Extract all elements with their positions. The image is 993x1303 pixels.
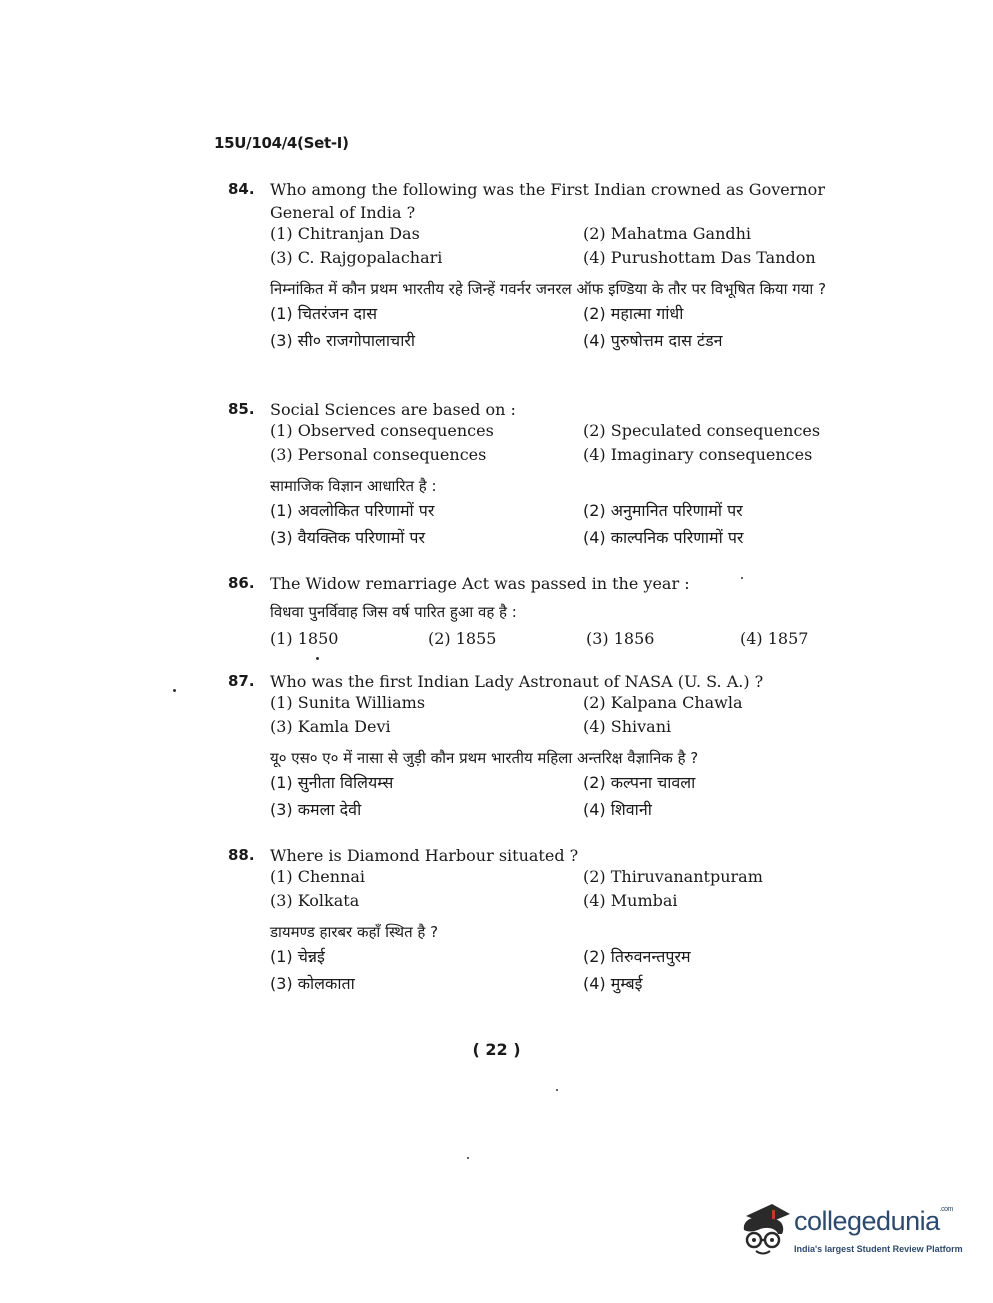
option-en-2: (2) Speculated consequences <box>583 421 821 440</box>
question-text-en: Who was the first Indian Lady Astronaut of NASA (U. S. A.) ? <box>270 672 764 691</box>
option-hi-1: (1) चितरंजन दास <box>270 304 378 323</box>
option-hi-1: (1) अवलोकित परिणामों पर <box>270 501 435 520</box>
question-text-hi: विधवा पुनर्विवाह जिस वर्ष पारित हुआ वह है : <box>270 603 517 621</box>
option-hi-4: (4) मुम्बई <box>583 974 643 993</box>
option-en-3: (3) Personal consequences <box>270 445 487 464</box>
option-en-4: (4) Purushottam Das Tandon <box>583 248 816 267</box>
option-row <box>228 717 888 741</box>
option-row <box>228 693 888 717</box>
question-text-en: Social Sciences are based on : <box>270 400 516 419</box>
option-4: (4) 1857 <box>740 629 809 648</box>
option-row <box>228 771 888 798</box>
question-text-hi: निम्नांकित में कौन प्रथम भारतीय रहे जिन्हें गवर्नर जनरल ऑफ इण्डिया के तौर पर विभूषित किया गया ? <box>270 280 827 298</box>
option-2: (2) 1855 <box>428 629 497 648</box>
brand-name: collegedunia$^{.com}$ <box>794 1206 953 1236</box>
question-text-hi: डायमण्ड हारबर कहाँ स्थित है ? <box>270 923 439 941</box>
option-en-1: (1) Chitranjan Das <box>270 224 420 243</box>
option-en-1: (1) Sunita Williams <box>270 693 426 712</box>
option-en-2: (2) Mahatma Gandhi <box>583 224 752 243</box>
scan-speck <box>741 577 743 579</box>
question-number: 88. <box>228 846 255 864</box>
scan-speck <box>556 1089 558 1091</box>
option-en-1: (1) Chennai <box>270 867 366 886</box>
question-number: 87. <box>228 672 255 690</box>
scan-speck <box>467 1157 469 1159</box>
option-en-3: (3) Kamla Devi <box>270 717 391 736</box>
question-85 <box>228 398 888 553</box>
option-hi-4: (4) काल्पनिक परिणामों पर <box>583 528 744 547</box>
question-87 <box>228 670 888 825</box>
question-text-hi: यू० एस० ए० में नासा से जुड़ी कौन प्रथम भारतीय महिला अन्तरिक्ष वैज्ञानिक है ? <box>270 749 699 767</box>
collegedunia-watermark <box>738 1196 963 1266</box>
option-en-4: (4) Shivani <box>583 717 672 736</box>
option-row <box>228 248 888 272</box>
option-hi-3: (3) कोलकाता <box>270 974 355 993</box>
question-84 <box>228 178 888 356</box>
scan-speck <box>316 657 319 660</box>
question-text-en: Where is Diamond Harbour situated ? <box>270 846 579 865</box>
option-hi-2: (2) अनुमानित परिणामों पर <box>583 501 743 520</box>
option-row <box>228 629 888 653</box>
option-row <box>228 421 888 445</box>
option-en-3: (3) C. Rajgopalachari <box>270 248 443 267</box>
option-hi-3: (3) कमला देवी <box>270 800 362 819</box>
question-text-en: Who among the following was the First Indian crowned as Governor General of India ? <box>270 180 825 222</box>
option-en-4: (4) Imaginary consequences <box>583 445 813 464</box>
option-row <box>228 445 888 469</box>
option-row <box>228 526 888 553</box>
question-number: 84. <box>228 180 255 198</box>
option-row <box>228 972 888 999</box>
option-hi-3: (3) सी० राजगोपालाचारी <box>270 331 416 350</box>
option-row <box>228 302 888 329</box>
question-text-en: The Widow remarriage Act was passed in the year : <box>270 574 690 593</box>
option-row <box>228 867 888 891</box>
option-3: (3) 1856 <box>586 629 655 648</box>
question-number: 85. <box>228 400 255 418</box>
option-hi-1: (1) सुनीता विलियम्स <box>270 773 394 792</box>
option-hi-2: (2) कल्पना चावला <box>583 773 696 792</box>
paper-code: 15U/104/4(Set-I) <box>214 134 349 152</box>
question-88 <box>228 844 888 999</box>
option-hi-4: (4) पुरुषोत्तम दास टंडन <box>583 331 723 350</box>
option-en-4: (4) Mumbai <box>583 891 678 910</box>
question-text-hi: सामाजिक विज्ञान आधारित है : <box>270 477 437 495</box>
option-en-2: (2) Kalpana Chawla <box>583 693 743 712</box>
option-hi-3: (3) वैयक्तिक परिणामों पर <box>270 528 426 547</box>
option-row <box>228 499 888 526</box>
option-en-1: (1) Observed consequences <box>270 421 494 440</box>
question-86 <box>228 572 888 653</box>
scan-speck <box>173 689 176 692</box>
option-hi-2: (2) महात्मा गांधी <box>583 304 684 323</box>
option-row <box>228 798 888 825</box>
option-en-3: (3) Kolkata <box>270 891 360 910</box>
brand-tagline: India's largest Student Review Platform <box>794 1244 963 1254</box>
option-1: (1) 1850 <box>270 629 339 648</box>
option-hi-4: (4) शिवानी <box>583 800 652 819</box>
question-number: 86. <box>228 574 255 592</box>
option-row <box>228 224 888 248</box>
student-mascot-icon <box>738 1196 794 1260</box>
page-number: ( 22 ) <box>472 1040 521 1059</box>
option-row <box>228 945 888 972</box>
option-hi-2: (2) तिरुवनन्तपुरम <box>583 947 691 966</box>
option-row <box>228 891 888 915</box>
option-en-2: (2) Thiruvanantpuram <box>583 867 763 886</box>
option-row <box>228 329 888 356</box>
option-hi-1: (1) चेन्नई <box>270 947 325 966</box>
